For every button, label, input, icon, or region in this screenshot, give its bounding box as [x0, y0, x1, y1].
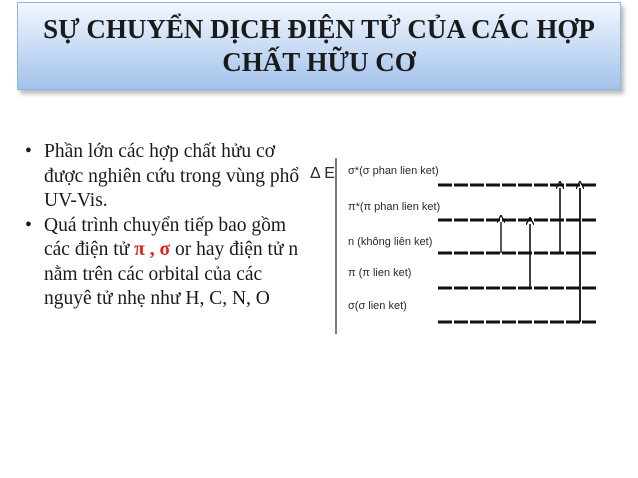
delta-e-label: Δ E	[310, 165, 335, 182]
title-line-1: SỰ CHUYỂN DỊCH ĐIỆN TỬ CỦA CÁC HỢP	[43, 14, 595, 44]
title-banner	[17, 2, 621, 90]
level-label-n: n (không liên ket)	[348, 236, 433, 248]
energy-level-diagram	[308, 152, 608, 342]
title-line-2: CHẤT HỮU CƠ	[222, 47, 416, 77]
bullet-list	[24, 140, 304, 312]
bullet-text-2-post: or hay điện tử n nằm trên các orbital của các nguyê tử nhẹ như H, C, N, O	[44, 239, 299, 309]
level-label-pi: π (π lien ket)	[348, 267, 412, 279]
level-label-sigma-star: σ*(σ phan lien ket)	[348, 165, 439, 177]
bullet-mark: •	[25, 141, 32, 162]
level-label-sigma: σ(σ lien ket)	[348, 300, 407, 312]
bullet-text-1: Phần lớn các hợp chất hửu cơ được nghiên cứu trong vùng phổ UV-Vis.	[44, 141, 300, 211]
bullet-item-1	[24, 140, 304, 214]
bullet-text-2-pre: Quá trình chuyển tiếp bao gồm các điện tử	[44, 214, 287, 260]
level-label-pi-star: π*(π phan lien ket)	[348, 201, 441, 213]
bullet-item-2	[24, 214, 304, 312]
bullet-mark: •	[25, 214, 32, 236]
greek-electrons: π , σ	[134, 239, 171, 260]
